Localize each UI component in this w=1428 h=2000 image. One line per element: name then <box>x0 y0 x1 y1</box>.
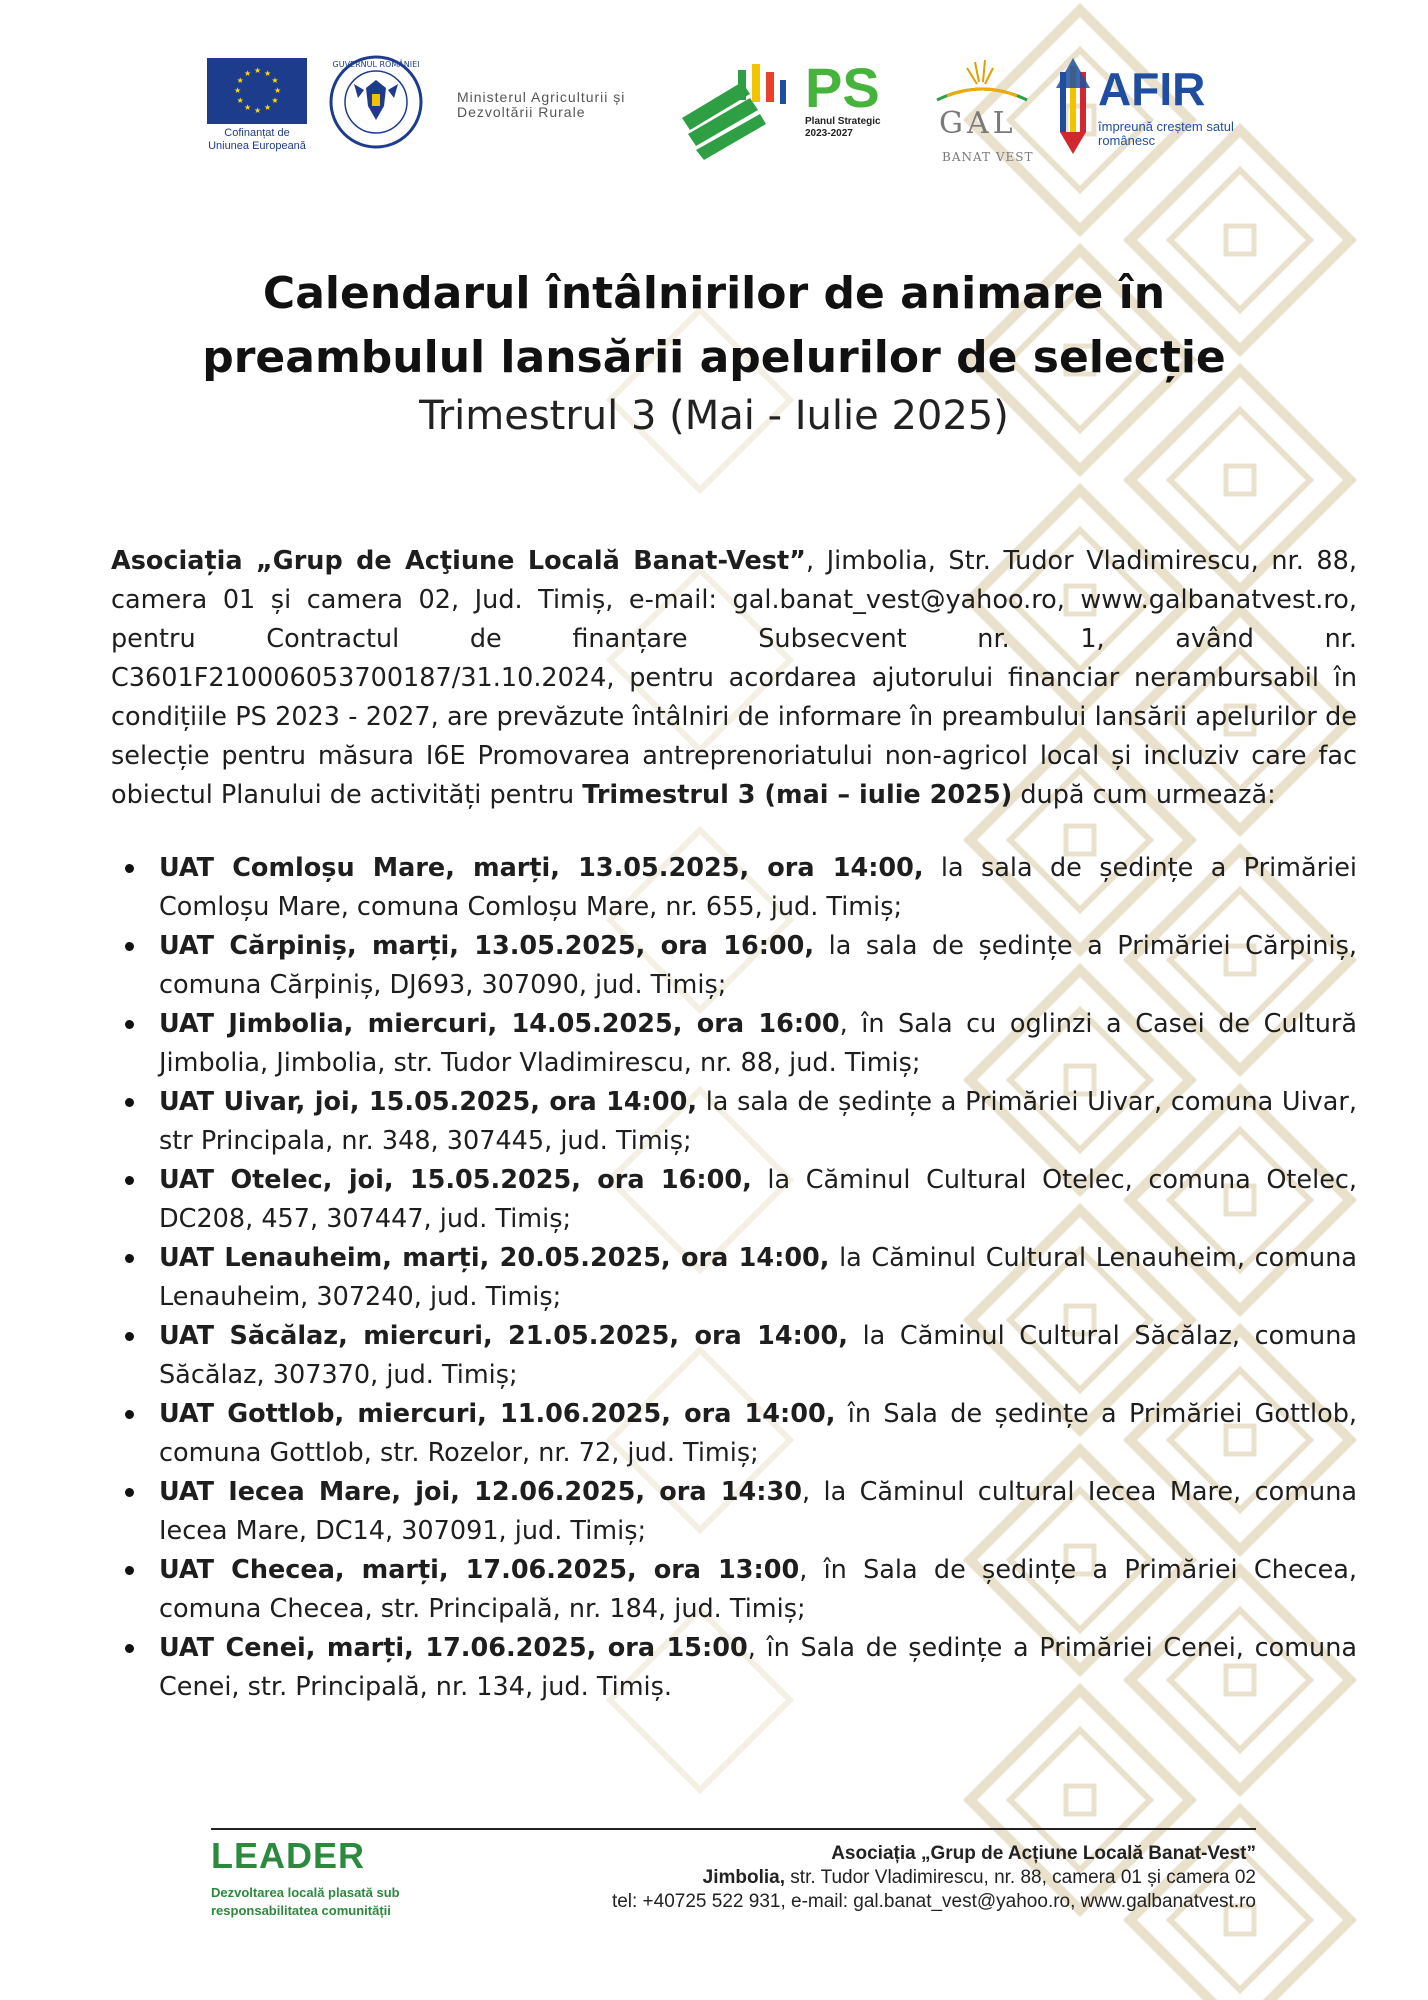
footer-divider <box>211 1828 1256 1830</box>
event-heading: UAT Iecea Mare, joi, 12.06.2025, ora 14:30 <box>159 1477 802 1507</box>
footer-street: str. Tudor Vladimirescu, nr. 88, camera 01 și camera 02 <box>785 1867 1256 1888</box>
ministry-name: Ministerul Agriculturii și Dezvoltării Rurale <box>457 89 626 120</box>
intro-period: Trimestrul 3 (mai – iulie 2025) <box>582 780 1013 810</box>
romanian-government-seal-icon <box>328 54 424 150</box>
eu-star-icon: ★ <box>264 103 272 113</box>
eu-caption: Cofinanțat de Uniunea Europeană <box>208 127 306 152</box>
bullet-icon <box>125 1254 134 1263</box>
bullet-icon <box>125 1488 134 1497</box>
list-item <box>111 1239 1357 1317</box>
bullet-icon <box>125 1566 134 1575</box>
eu-star-icon: ★ <box>274 86 282 95</box>
event-details: la sala de ședințe a Primăriei Cărpiniș, comuna Cărpiniș, DJ693, 307090, jud. Timiș; <box>159 931 1357 1000</box>
afir-emblem-icon <box>1052 58 1094 158</box>
bullet-icon <box>125 942 134 951</box>
bullet-icon <box>125 1332 134 1341</box>
event-heading: UAT Săcălaz, miercuri, 21.05.2025, ora 14:00, <box>159 1321 848 1351</box>
event-heading: UAT Jimbolia, miercuri, 14.05.2025, ora 16:00 <box>159 1009 840 1039</box>
eu-star-icon: ★ <box>236 96 244 105</box>
eu-star-icon: ★ <box>244 68 252 78</box>
document-title-block <box>120 262 1308 442</box>
eu-star-icon: ★ <box>244 103 252 113</box>
event-heading: UAT Comloșu Mare, marți, 13.05.2025, ora 14:00, <box>159 853 924 883</box>
event-details: , în Sala de ședințe a Primăriei Cenei, comuna Cenei, str. Principală, nr. 134, jud. Timiș. <box>159 1633 1357 1702</box>
afir-slogan: împreună creștem satul românesc <box>1098 119 1234 148</box>
planul-strategic-stripes-icon <box>678 60 798 160</box>
event-details: , în Sala cu oglinzi a Casei de Cultură Jimbolia, Jimbolia, str. Tudor Vladimirescu, nr. 88, jud. Timiș; <box>159 1009 1357 1078</box>
gal-subtitle: BANAT VEST <box>942 150 1034 164</box>
event-heading: UAT Cărpiniș, marți, 13.05.2025, ora 16:00, <box>159 931 815 961</box>
intro-text-2: după cum urmează: <box>1012 780 1276 810</box>
list-item <box>111 1161 1357 1239</box>
eu-star-icon: ★ <box>254 66 262 75</box>
eu-logo <box>207 58 307 153</box>
eu-star-icon: ★ <box>254 106 262 115</box>
event-heading: UAT Gottlob, miercuri, 11.06.2025, ora 14:00, <box>159 1399 836 1429</box>
list-item <box>111 927 1357 1005</box>
bullet-icon <box>125 864 134 873</box>
event-heading: UAT Cenei, marți, 17.06.2025, ora 15:00 <box>159 1633 748 1663</box>
bullet-icon <box>125 1098 134 1107</box>
eu-star-icon: ★ <box>271 96 279 105</box>
list-item <box>111 1395 1357 1473</box>
ps-mark: PS <box>805 56 880 119</box>
meetings-list <box>111 849 1357 1707</box>
list-item <box>111 1551 1357 1629</box>
bullet-icon <box>125 1020 134 1029</box>
event-heading: UAT Checea, marți, 17.06.2025, ora 13:00 <box>159 1555 800 1585</box>
event-details: la sala de ședințe a Primăriei Uivar, comuna Uivar, str Principala, nr. 348, 307445, jud. Timiș; <box>159 1087 1357 1156</box>
event-details: , în Sala de ședințe a Primăriei Checea, comuna Checea, str. Principală, nr. 184, jud. Timiș; <box>159 1555 1357 1624</box>
event-details: la Căminul Cultural Otelec, comuna Otelec, DC208, 457, 307447, jud. Timiș; <box>159 1165 1358 1234</box>
pattern-motif <box>1226 466 1254 494</box>
document-title-line-1: Calendarul întâlnirilor de animare în <box>262 268 1166 319</box>
event-heading: UAT Lenauheim, marți, 20.05.2025, ora 14:00, <box>159 1243 830 1273</box>
list-item <box>111 1317 1357 1395</box>
sun-wheat-icon <box>927 56 1037 106</box>
eu-flag-icon <box>207 58 307 124</box>
event-details: la Căminul Cultural Săcălaz, comuna Săcălaz, 307370, jud. Timiș; <box>159 1321 1357 1390</box>
logo-bar <box>200 54 1260 174</box>
eu-star-icon: ★ <box>236 76 244 85</box>
eu-star-icon: ★ <box>271 76 279 85</box>
leader-logo <box>211 1836 481 1920</box>
eu-star-icon: ★ <box>234 86 242 95</box>
event-details: în Sala de ședințe a Primăriei Gottlob, comuna Gottlob, str. Rozelor, nr. 72, jud. Timiș; <box>159 1399 1358 1468</box>
afir-logo <box>1052 58 1252 168</box>
list-item <box>111 1629 1357 1707</box>
intro-organization: Asociația „Grup de Acţiune Locală Banat-Vest” <box>111 546 806 576</box>
list-item <box>111 849 1357 927</box>
bullet-icon <box>125 1176 134 1185</box>
document-title-line-2: preambulul lansării apelurilor de selecție <box>202 332 1226 383</box>
document-subtitle: Trimestrul 3 (Mai - Iulie 2025) <box>419 393 1009 439</box>
bullet-icon <box>125 1644 134 1653</box>
list-item <box>111 1005 1357 1083</box>
event-heading: UAT Uivar, joi, 15.05.2025, ora 14:00, <box>159 1087 698 1117</box>
afir-mark: AFIR <box>1098 63 1206 115</box>
intro-paragraph <box>111 542 1357 815</box>
list-item <box>111 1083 1357 1161</box>
ps-caption: Planul Strategic 2023-2027 <box>805 116 881 139</box>
list-item <box>111 1473 1357 1551</box>
footer-city: Jimbolia, <box>702 1867 786 1888</box>
event-heading: UAT Otelec, joi, 15.05.2025, ora 16:00, <box>159 1165 752 1195</box>
gov-seal-text: GUVERNUL ROMÂNIEI <box>332 60 420 69</box>
document-body <box>111 542 1357 1707</box>
bullet-icon <box>125 1410 134 1419</box>
gal-mark: GAL <box>939 106 1017 141</box>
footer-address-block <box>612 1842 1256 1914</box>
event-details: , la Căminul cultural Iecea Mare, comuna Iecea Mare, DC14, 307091, jud. Timiș; <box>159 1477 1357 1546</box>
event-details: la sala de ședințe a Primăriei Comloșu Mare, comuna Comloșu Mare, nr. 655, jud. Timiș; <box>159 853 1357 922</box>
eu-star-icon: ★ <box>264 68 272 78</box>
footer-address <box>612 1866 1256 1890</box>
planul-strategic-logo <box>805 56 905 140</box>
intro-text-1: , Jimbolia, Str. Tudor Vladimirescu, nr. 88, camera 01 și camera 02, Jud. Timiș, e-mail: gal.banat_vest@yahoo.ro, www.galbanatvest.ro, pentru Contractul de finanțare Subsecvent nr. 1, având nr. C3601F210006053700187/31.10.2024, pentru acordarea ajutorului financiar nerambursabil în condițiile PS 2023 - 2027, are prevăzute întâlniri de informare în preambului lansării apelurilor de selecție pentru măsura I6E Promovarea antreprenoriatului non-agricol local și incluziv care fac obiectul Planului de activități pentru <box>111 546 1357 810</box>
pattern-motif <box>1226 226 1254 254</box>
leader-mark: LEADER <box>211 1835 366 1876</box>
pattern-motif <box>1066 1786 1094 1814</box>
event-details: la Căminul Cultural Lenauheim, comuna Lenauheim, 307240, jud. Timiș; <box>159 1243 1357 1312</box>
footer-organization: Asociația „Grup de Acțiune Locală Banat-Vest” <box>831 1843 1256 1864</box>
gal-banat-vest-logo <box>927 56 1037 172</box>
footer-contact: tel: +40725 522 931, e-mail: gal.banat_vest@yahoo.ro, www.galbanatvest.ro <box>611 1891 1256 1912</box>
leader-tagline: Dezvoltarea locală plasată sub responsabilitatea comunității <box>211 1885 400 1918</box>
